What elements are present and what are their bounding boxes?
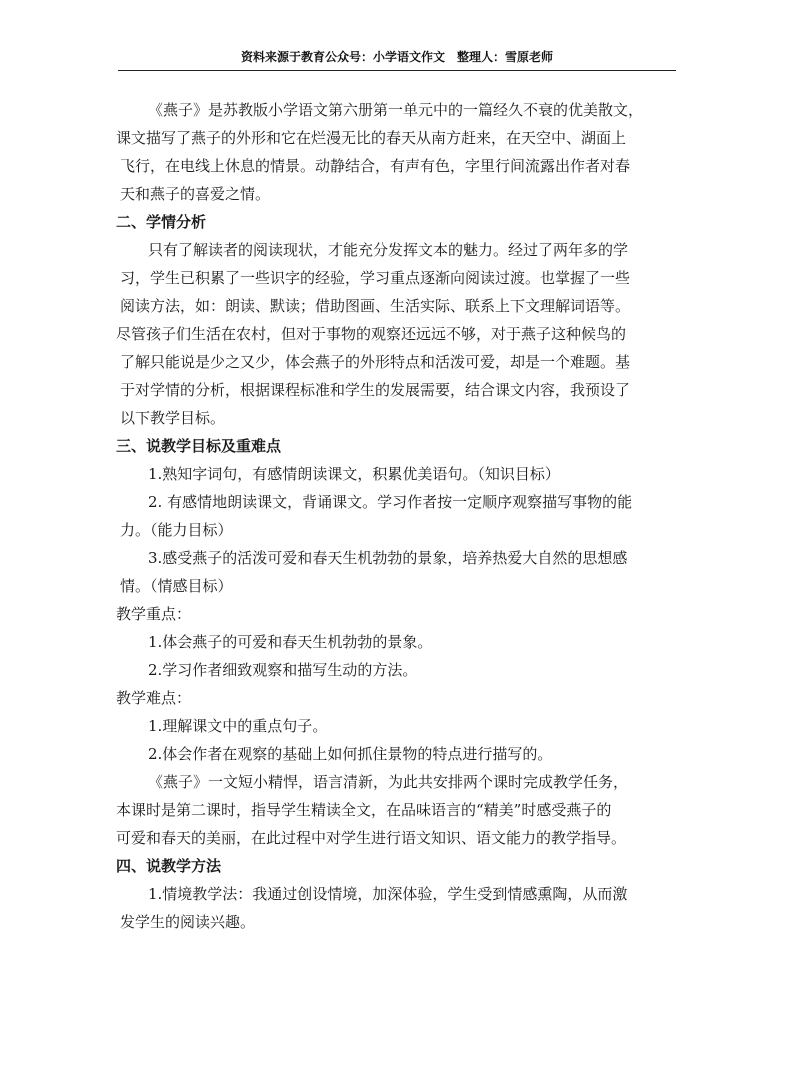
analysis-paragraph-line: 于对学情的分析，根据课程标准和学生的发展需要，结合课文内容，我预设了 xyxy=(120,381,631,399)
goal-item-1: 1.熟知字词句，有感情朗读课文，积累优美语句。（知识目标） xyxy=(148,465,560,483)
header-divider xyxy=(118,70,676,71)
analysis-paragraph-line: 尽管孩子们生活在农村，但对于事物的观察还远远不够，对于燕子这种候鸟的 xyxy=(116,325,627,343)
intro-paragraph-line: 天和燕子的喜爱之情。 xyxy=(120,185,271,203)
method-item-1-line: 1.情境教学法：我通过创设情境，加深体验，学生受到情感熏陶，从而激 xyxy=(148,885,628,903)
goal-item-3-line: 3.感受燕子的活泼可爱和春天生机勃勃的景象，培养热爱大自然的思想感 xyxy=(148,549,628,567)
lesson-plan-paragraph-line: 本课时是第二课时，指导学生精读全文，在品味语言的“精美”时感受燕子的 xyxy=(116,801,612,819)
goal-item-3-line: 情。（情感目标） xyxy=(120,577,233,595)
analysis-paragraph-line: 阅读方法，如：朗读、默读；借助图画、生活实际、联系上下文理解词语等。 xyxy=(120,297,631,315)
section-heading-methods: 四、说教学方法 xyxy=(116,857,222,875)
lesson-plan-paragraph-line: 可爱和春天的美丽，在此过程中对学生进行语文知识、语文能力的教学指导。 xyxy=(116,829,627,847)
goal-item-2-line: 2. 有感情地朗读课文，背诵课文。学习作者按一定顺序观察描写事物的能 xyxy=(148,493,633,511)
intro-paragraph-line: 《燕子》是苏教版小学语文第六册第一单元中的一篇经久不衰的优美散文， xyxy=(148,101,644,119)
analysis-paragraph-line: 习，学生已积累了一些识字的经验，学习重点逐渐向阅读过渡。也掌握了一些 xyxy=(120,269,631,287)
intro-paragraph-line: 飞行，在电线上休息的情景。动静结合，有声有色，字里行间流露出作者对春 xyxy=(120,157,631,175)
difficulty-1: 1.理解课文中的重点句子。 xyxy=(148,717,328,735)
key-point-1: 1.体会燕子的可爱和春天生机勃勃的景象。 xyxy=(148,633,433,651)
difficulties-label: 教学难点： xyxy=(116,689,192,707)
document-body xyxy=(116,96,676,936)
goal-item-2-line: 力。（能力目标） xyxy=(120,521,233,539)
difficulty-2: 2.体会作者在观察的基础上如何抓住景物的特点进行描写的。 xyxy=(148,745,553,763)
key-point-2: 2.学习作者细致观察和描写生动的方法。 xyxy=(148,661,418,679)
key-points-label: 教学重点： xyxy=(116,605,192,623)
lesson-plan-paragraph-line: 《燕子》一文短小精悍，语言清新，为此共安排两个课时完成教学任务， xyxy=(148,773,629,791)
analysis-paragraph-line: 只有了解读者的阅读现状，才能充分发挥文本的魅力。经过了两年多的学 xyxy=(148,241,629,259)
analysis-paragraph-line: 了解只能说是少之又少，体会燕子的外形特点和活泼可爱，却是一个难题。基 xyxy=(120,353,631,371)
page-header-source: 资料来源于教育公众号：小学语文作文 整理人：雪原老师 xyxy=(240,50,553,64)
section-heading-learning-analysis: 二、学情分析 xyxy=(116,213,207,231)
section-heading-goals: 三、说教学目标及重难点 xyxy=(116,437,282,455)
analysis-paragraph-line: 以下教学目标。 xyxy=(120,409,226,427)
intro-paragraph-line: 课文描写了燕子的外形和它在烂漫无比的春天从南方赶来，在天空中、湖面上 xyxy=(116,129,627,147)
method-item-1-line: 发学生的阅读兴趣。 xyxy=(120,913,256,931)
